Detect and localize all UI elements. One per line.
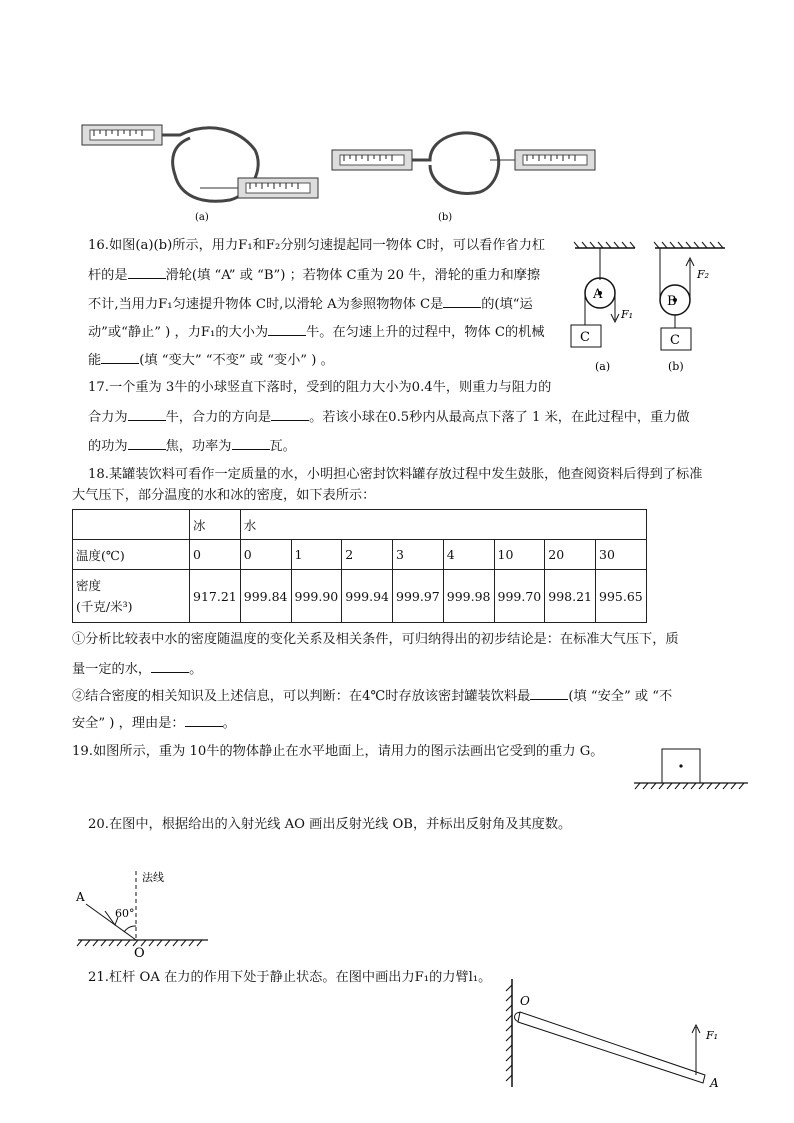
answer-blank — [128, 407, 166, 421]
answer-blank — [185, 713, 223, 727]
table-cell: 0 — [240, 540, 291, 570]
force-f2-label: F₂ — [697, 268, 710, 281]
pulley-a-label: A — [593, 287, 603, 302]
table-cell: 999.94 — [342, 570, 393, 623]
table-row — [73, 570, 647, 623]
pulley-caption-a: (a) — [595, 360, 611, 373]
table-cell: 2 — [342, 540, 393, 570]
q18-part2-line-1 — [72, 686, 672, 707]
q16-text: 滑轮(填 “A” 或 “B”) ；若物体 C重为 20 牛，滑轮的重力和摩擦 — [165, 268, 541, 283]
q17-line-1: 17.一个重为 3牛的小球竖直下落时，受到的阻力大小为0.4牛，则重力与阻力的 — [88, 380, 552, 395]
density-label: 密度 — [76, 578, 102, 593]
table-cell-density-label — [73, 570, 190, 623]
q16-text: 杆的是 — [88, 268, 128, 283]
q18-text: 安全” ) ，理由是： — [72, 716, 185, 731]
table-row — [73, 540, 647, 570]
ray-label-a: A — [76, 890, 85, 904]
answer-blank — [271, 407, 309, 421]
block-on-ground-figure — [632, 745, 752, 793]
table-cell: 30 — [596, 540, 647, 570]
spring-scale-a-right — [238, 178, 318, 198]
q16-text: 能 — [88, 353, 102, 368]
q16-line-1: 16.如图(a)(b)所示，用力F₁和F₂分别匀速提起同一物体 C时，可以看作省力杠 — [88, 238, 546, 253]
q19-text: 19.如图所示，重为 10牛的物体静止在水平地面上，请用力的图示法画出它受到的重力 G。 — [72, 744, 604, 759]
table-cell: 3 — [393, 540, 444, 570]
table-cell: 999.84 — [240, 570, 291, 623]
answer-blank — [443, 294, 481, 308]
end-label: A — [710, 1076, 719, 1090]
answer-blank — [268, 322, 306, 336]
table-row — [73, 510, 647, 540]
q18-text: (填 “安全” 或 “不 — [568, 689, 673, 704]
table-cell: 995.65 — [596, 570, 647, 623]
table-cell: 0 — [190, 540, 241, 570]
spring-scale-a-left — [82, 125, 162, 145]
table-cell: 999.70 — [494, 570, 545, 623]
q21-text: 21.杠杆 OA 在力的作用下处于静止状态。在图中画出力F₁的力臂l₁。 — [88, 970, 492, 985]
q18-text: 量一定的水， — [72, 662, 152, 677]
table-cell: 10 — [494, 540, 545, 570]
springs-caption-b: (b) — [438, 212, 453, 223]
density-unit: (千克/米³) — [76, 599, 133, 614]
answer-blank — [101, 350, 139, 364]
lever-figure — [500, 975, 730, 1095]
table-cell: 999.98 — [443, 570, 494, 623]
spring-scale-figure — [70, 120, 630, 225]
point-o-label: O — [134, 946, 145, 960]
q16-text: 牛。在匀速上升的过程中，物体 C的机械 — [306, 325, 545, 340]
density-table — [72, 509, 647, 623]
table-cell — [73, 510, 190, 540]
angle-label: 60° — [115, 907, 135, 920]
q17-line-2 — [88, 407, 690, 428]
table-cell: 4 — [443, 540, 494, 570]
q17-text: 合力为 — [88, 410, 128, 425]
string-loop-b — [412, 133, 499, 194]
q17-text: 焦，功率为 — [165, 439, 232, 454]
q16-text: (填 “变大” “不变” 或 “变小” ) 。 — [139, 353, 334, 368]
spring-scale-b-left — [332, 150, 412, 170]
table-cell-water-header: 水 — [240, 510, 646, 540]
table-cell-ice-header: 冰 — [190, 510, 241, 540]
center-dot — [679, 764, 682, 767]
pulley-caption-b: (b) — [668, 360, 684, 373]
q17-text: 牛，合力的方向是 — [165, 410, 272, 425]
normal-label: 法线 — [142, 871, 164, 884]
answer-blank — [128, 265, 166, 279]
q18-text: 。 — [222, 716, 236, 731]
q18-part1-line-2 — [72, 659, 202, 680]
answer-blank — [128, 436, 166, 450]
reflection-figure — [72, 865, 212, 960]
block-c-label: C — [580, 330, 590, 345]
spring-scale-b-right — [515, 150, 595, 170]
q16-text: 不计,当用力F₁匀速提升物体 C时,以滑轮 A为参照物物体 C是 — [88, 297, 444, 312]
q17-text: 的功为 — [88, 439, 128, 454]
q18-line-2: 大气压下，部分温度的水和冰的密度，如下表所示： — [72, 488, 376, 503]
q18-text: ②结合密度的相关知识及上述信息，可以判断：在4℃时存放该密封罐装饮料最 — [72, 689, 531, 704]
answer-blank — [151, 659, 189, 673]
q18-line-1: 18.某罐装饮料可看作一定质量的水，小明担心密封饮料罐存放过程中发生鼓胀，他查阅资料后得到了标准 — [88, 467, 703, 482]
q17-line-3 — [88, 436, 296, 457]
q16-text: 动”或“静止” ) ，力F₁的大小为 — [88, 325, 269, 340]
q16-text: 的(填“运 — [481, 297, 533, 312]
table-cell: 999.90 — [291, 570, 342, 623]
q16-line-5 — [88, 350, 334, 371]
answer-blank — [530, 686, 568, 700]
pulley-figure — [565, 240, 735, 375]
q16-line-2 — [88, 265, 540, 286]
table-cell: 20 — [545, 540, 596, 570]
q16-line-3 — [88, 294, 533, 315]
table-cell: 999.97 — [393, 570, 444, 623]
q18-part2-line-2 — [72, 713, 236, 734]
lever-force-label: F₁ — [706, 1029, 719, 1042]
block-c-label: C — [670, 333, 680, 348]
pulley-b-label: B — [667, 294, 677, 309]
table-cell: 1 — [291, 540, 342, 570]
force-f1-label: F₁ — [621, 308, 634, 321]
table-cell: 998.21 — [545, 570, 596, 623]
lever-rod — [518, 1012, 705, 1083]
pivot-label: O — [520, 994, 530, 1008]
q17-text: 瓦。 — [269, 439, 296, 454]
q16-line-4 — [88, 322, 545, 343]
table-cell-temp-label: 温度(℃) — [73, 540, 190, 570]
q18-part1-line-1: ①分析比较表中水的密度随温度的变化关系及相关条件，可归纳得出的初步结论是：在标准大气压下，质 — [72, 632, 679, 647]
springs-caption-a: (a) — [195, 212, 209, 223]
answer-blank — [232, 436, 270, 450]
q17-text: 。若该小球在0.5秒内从最高点下落了 1 米，在此过程中，重力做 — [309, 410, 690, 425]
table-cell: 917.21 — [190, 570, 241, 623]
q20-text: 20.在图中，根据给出的入射光线 AO 画出反射光线 OB，并标出反射角及其度数。 — [88, 817, 572, 832]
q18-text: 。 — [189, 662, 203, 677]
